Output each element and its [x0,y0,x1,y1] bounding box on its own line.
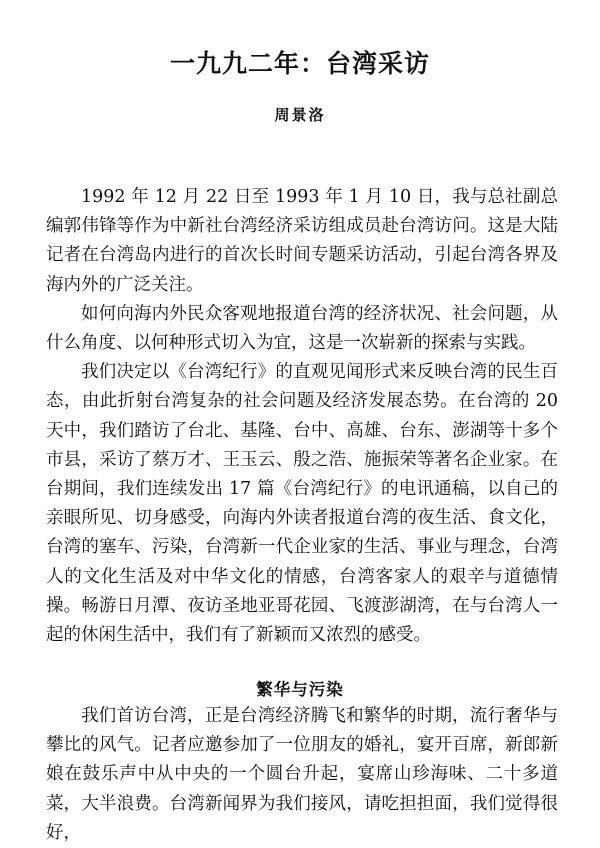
article-title: 一九九二年：台湾采访 [169,49,430,78]
paragraph: 我们首访台湾，正是台湾经济腾飞和繁华的时期，流行奢华与攀比的风气。记者应邀参加了一位朋友的婚礼，宴开百席，新郎新娘在鼓乐声中从中央的一个圆台升起，宴席山珍海味、二十多道菜，大半浪费。台湾新闻界为我们接风，请吃担担面，我们觉得很好， [46,706,558,843]
section-body [46,702,558,848]
paragraph: 我们决定以《台湾纪行》的直观见闻形式来反映台湾的民生百态，由此折射台湾复杂的社会问题及经济发展态势。在台湾的 20 天中，我们踏访了台北、基隆、台中、高雄、台东、澎湖等十多个市县，采访了蔡万才、王玉云、殷之浩、施振荣等著名企业家。在台期间，我们连续发出 17 篇《台湾纪行》的电讯通稿，以自己的亲眼所见、切身感受，向海内外读者报道台湾的夜生活、食文化，台湾的塞车、污染，台湾新一代企业家的生活、事业与理念，台湾人的文化生活及对中华文化的情感，台湾客家人的艰辛与道德情操。畅游日月潭、夜访圣地亚哥花园、飞渡澎湖湾，在与台湾人一起的休闲生活中，我们有了新颖而又浓烈的感受。 [46,362,558,646]
paragraph: 1992 年 12 月 22 日至 1993 年 1 月 10 日，我与总社副总编郭伟锋等作为中新社台湾经济采访组成员赴台湾访问。这是大陆记者在台湾岛内进行的首次长时间专题采访活动，引起台湾各界及海内外的广泛关注。 [46,187,558,295]
paragraph: 如何向海内外民众客观地报道台湾的经济状况、社会问题，从什么角度、以何种形式切入为宜，这是一次崭新的探索与实践。 [46,303,558,354]
section-heading: 繁华与污染 [256,680,344,699]
article-body [46,183,558,650]
article-author: 周景洛 [274,106,326,124]
